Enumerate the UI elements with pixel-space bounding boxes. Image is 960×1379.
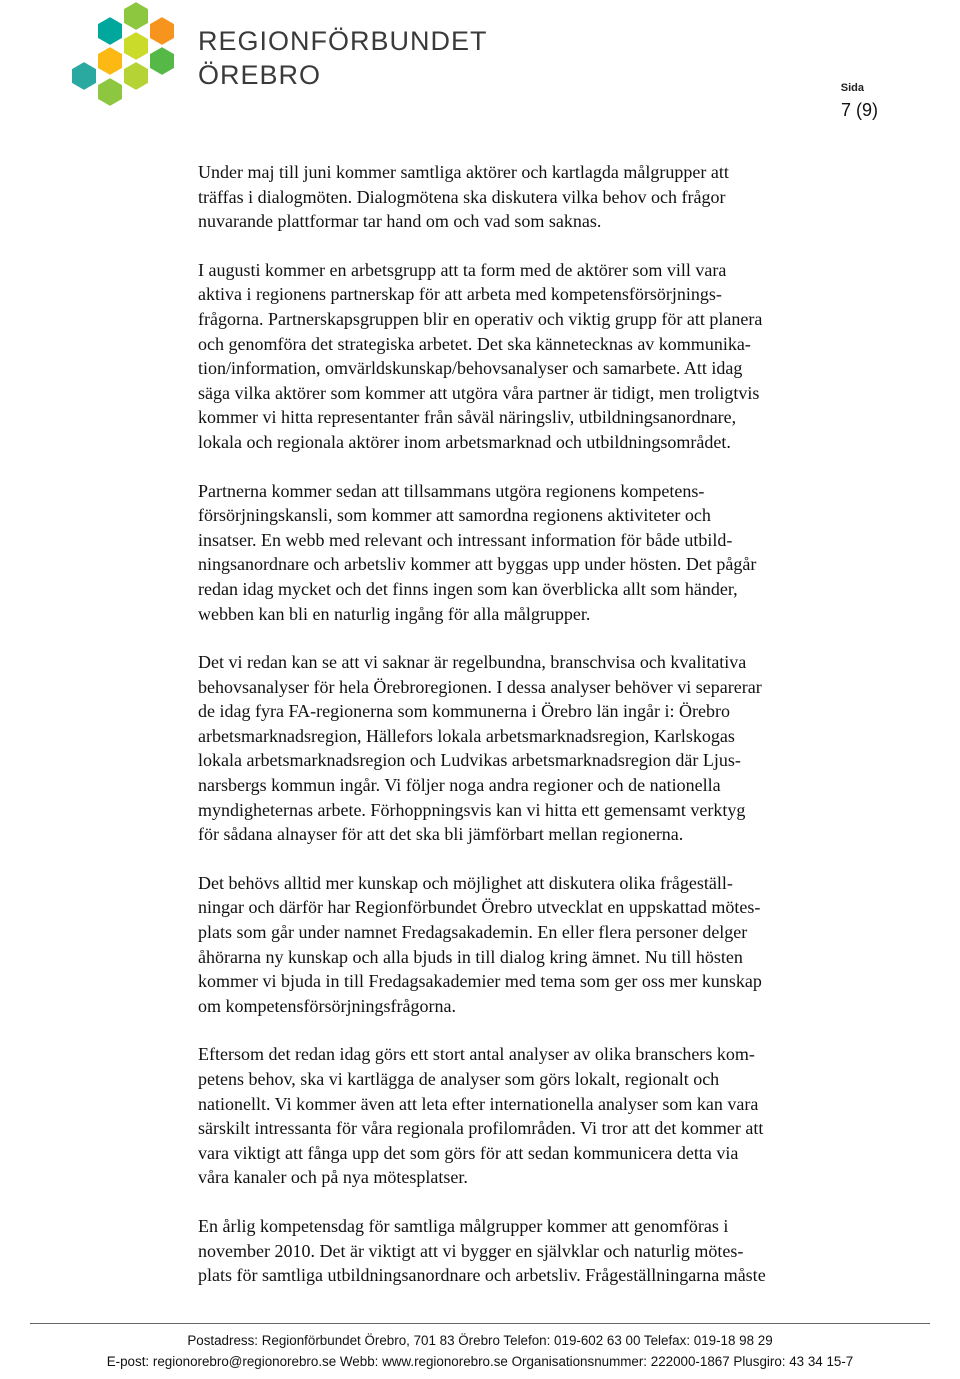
logo-text-line2: ÖREBRO bbox=[198, 60, 322, 90]
paragraph: I augusti kommer en arbetsgrupp att ta form med de aktörer som vill vara aktiva i regionens partnerskap för att arbeta med kompetensförsörjnings- frågorna. Partnerskapsgruppen blir en operativ och viktig grupp för att planera och genomföra det strategiska arbetet. Det ska kännetecknas av kommunika- tion/information, omvärldskunskap/behovsanalyser och samarbete. Att idag säga vilka aktörer som kommer att utgöra våra partner är tidigt, men troligtvis kommer vi hitta representanter från såväl näringsliv, utbildningsanordnare, lokala och regionala aktörer inom arbetsmarknad och utbildningsområdet. bbox=[198, 259, 763, 452]
logo-hexagon bbox=[123, 31, 149, 61]
paragraph: Det vi redan kan se att vi saknar är regelbundna, branschvisa och kvalitativa behovsanalyser för hela Örebroregionen. I dessa analyser behöver vi separerar de idag fyra FA-regionerna som kommunerna i Örebro län ingår i: Örebro arbetsmarknadsregion, Hällefors lokala arbetsmarknadsregion, Karlskogas lokala arbetsmarknadsregion och Ludvikas arbetsmarknadsregion där Ljus- narsbergs kommun ingår. Vi följer noga andra regioner och de nationella myndigheternas arbete. Förhoppningsvis kan vi hitta ett gemensamt verktyg för sådana alnayser för att det ska bli jämförbart mellan regionerna. bbox=[198, 652, 762, 845]
footer-divider bbox=[30, 1323, 930, 1324]
paragraph: Eftersom det redan idag görs ett stort antal analyser av olika branschers kom- petens behov, ska vi kartlägga de analyser som görs lokalt, regionalt och nationellt. Vi kommer även att leta efter internationella analyser som kan vara särskilt intressanta för våra regionala profilområden. Vi tror att det kommer att vara viktigt att fånga upp det som görs för att sedan kommunicera detta via våra kanaler och på nya mötesplatser. bbox=[198, 1044, 764, 1188]
footer-contact: E-post: regionorebro@regionorebro.se Webb: www.regionorebro.se Organisationsnummer: 222000-1867 Plusgiro: 43 34 15-7 bbox=[106, 1354, 854, 1369]
page-number: 7 (9) bbox=[840, 100, 878, 120]
logo-hexagon bbox=[71, 61, 97, 91]
page-label: Sida bbox=[840, 82, 864, 94]
regionforbundet-logo-icon bbox=[64, 0, 194, 112]
logo-hexagon bbox=[97, 46, 123, 76]
logo-hexagon bbox=[97, 16, 123, 46]
document-body bbox=[198, 160, 888, 1312]
logo-hexagon bbox=[97, 77, 123, 107]
logo-hexagon bbox=[149, 16, 175, 46]
paragraph: En årlig kompetensdag för samtliga målgrupper kommer att genomföras i november 2010. Det är viktigt att vi bygger en självklar och naturlig mötes- plats för samtliga utbildningsanordnare och arbetsliv. Frågeställningarna måste bbox=[198, 1215, 766, 1286]
logo-hexagon bbox=[123, 61, 149, 91]
paragraph: Partnerna kommer sedan att tillsammans utgöra regionens kompetens- försörjningskansli, som kommer att samordna regionens aktiviteter och insatser. En webb med relevant och intressant information för både utbild- ningsanordnare och arbetsliv kommer att byggas upp under hösten. Det pågår redan idag mycket och det finns ingen som kan överblicka allt som händer, webben kan bli en naturlig ingång för alla målgrupper. bbox=[198, 480, 757, 624]
logo-text-line1: REGIONFÖRBUNDET bbox=[198, 26, 488, 56]
logo-hexagon bbox=[149, 46, 175, 76]
paragraph: Under maj till juni kommer samtliga aktörer och kartlagda målgrupper att träffas i dialogmöten. Dialogmötena ska diskutera vilka behov och frågor nuvarande plattformar tar hand om och vad som saknas. bbox=[198, 162, 729, 232]
logo-hexagon bbox=[123, 1, 149, 31]
footer-address: Postadress: Regionförbundet Örebro, 701 83 Örebro Telefon: 019-602 63 00 Telefax: 019-18 98 29 bbox=[187, 1333, 773, 1348]
paragraph: Det behövs alltid mer kunskap och möjlighet att diskutera olika frågeställ- ningar och därför har Regionförbundet Örebro utvecklat en uppskattad mötes- plats som går under namnet Fredagsakademin. En eller flera personer delger åhörarna ny kunskap och alla bjuds in till dialog kring ämnet. Nu till hösten kommer vi bjuda in till Fredagsakademier med tema som ger oss mer kunskap om kompetensförsörjningsfrågorna. bbox=[198, 872, 762, 1016]
